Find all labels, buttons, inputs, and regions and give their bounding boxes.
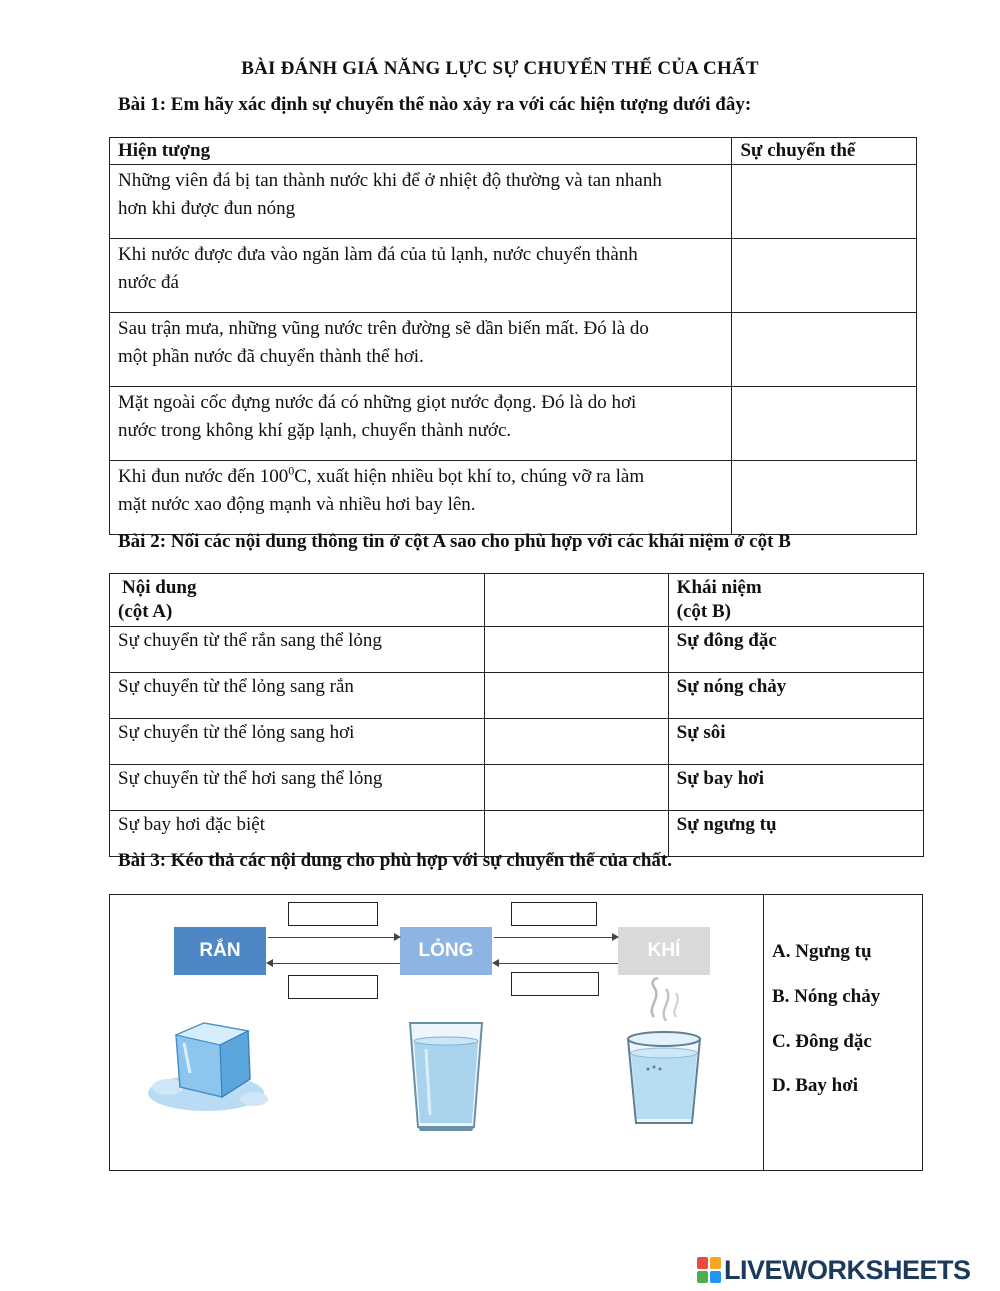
answer-cell[interactable] [732, 313, 917, 387]
arrow-liquid-to-gas [494, 937, 614, 938]
column-header-b: Khái niệm (cột B) [668, 574, 923, 627]
column-header-phenomenon: Hiện tượng [110, 138, 732, 165]
arrowhead-left-icon [266, 959, 273, 967]
concept-b-cell[interactable]: Sự bay hơi [668, 765, 923, 811]
content-a-cell[interactable]: Sự bay hơi đặc biệt [110, 811, 485, 857]
phenomenon-cell: Những viên đá bị tan thành nước khi để ở nhiệt độ thường và tan nhanh hơn khi được đun nóng [110, 165, 732, 239]
option-a[interactable]: A. Ngưng tụ [772, 941, 872, 962]
option-b[interactable]: B. Nóng chảy [772, 986, 881, 1007]
liveworksheets-logo [697, 1254, 971, 1286]
drop-box-solid-to-liquid[interactable] [288, 902, 378, 926]
match-cell[interactable] [485, 765, 668, 811]
answer-cell[interactable] [732, 165, 917, 239]
exercise-2-table [109, 573, 924, 857]
phenomenon-cell: Khi đun nước đến $100^0C$, xuất hiện nhiều bọt khí to, chúng vỡ ra làm mặt nước xao động mạnh và nhiều hơi bay lên. [110, 461, 732, 535]
arrowhead-right-icon [612, 933, 619, 941]
match-cell[interactable] [485, 719, 668, 765]
match-cell[interactable] [485, 627, 668, 673]
column-header-a: Nội dung (cột A) [110, 574, 485, 627]
phenomenon-cell: Mặt ngoài cốc đựng nước đá có những giọt nước đọng. Đó là do hơi nước trong không khí gặp lạnh, chuyển thành nước. [110, 387, 732, 461]
drop-box-liquid-to-solid[interactable] [288, 975, 378, 999]
phenomenon-cell: Sau trận mưa, những vũng nước trên đường sẽ dần biến mất. Đó là do một phần nước đã chuyển thành thể hơi. [110, 313, 732, 387]
drop-box-liquid-to-gas[interactable] [511, 902, 597, 926]
exercise-1-heading: Bài 1: Em hãy xác định sự chuyển thể nào xảy ra với các hiện tượng dưới đây: [118, 94, 752, 115]
arrow-solid-to-liquid [268, 937, 396, 938]
concept-b-cell[interactable]: Sự ngưng tụ [668, 811, 923, 857]
answer-cell[interactable] [732, 387, 917, 461]
arrowhead-left-icon [492, 959, 499, 967]
option-d[interactable]: D. Bay hơi [772, 1075, 859, 1096]
state-solid-label: RẮN [174, 927, 266, 975]
glass-of-hot-water-illustration [624, 977, 704, 1129]
exercise-1-table [109, 137, 917, 535]
arrowhead-right-icon [394, 933, 401, 941]
glass-of-water-illustration [406, 1019, 486, 1133]
ice-cube-illustration [146, 1013, 276, 1123]
arrow-gas-to-liquid [498, 963, 618, 964]
liveworksheets-logo-icon [697, 1257, 721, 1283]
exercise-3-heading: Bài 3: Kéo thả các nội dung cho phù hợp với sự chuyển thể của chất. [118, 850, 672, 871]
concept-b-cell[interactable]: Sự nóng chảy [668, 673, 923, 719]
arrow-liquid-to-solid [272, 963, 400, 964]
exercise-2-heading: Bài 2: Nối các nội dung thông tin ở cột A sao cho phù hợp với các khái niệm ở cột B [118, 531, 791, 552]
answer-cell[interactable] [732, 239, 917, 313]
drop-box-gas-to-liquid[interactable] [511, 972, 599, 996]
state-liquid-label: LỎNG [400, 927, 492, 975]
content-a-cell[interactable]: Sự chuyển từ thể rắn sang thể lỏng [110, 627, 485, 673]
state-gas-label: KHÍ [618, 927, 710, 975]
column-header-state-change: Sự chuyển thể [732, 138, 917, 165]
content-a-cell[interactable]: Sự chuyển từ thể hơi sang thể lỏng [110, 765, 485, 811]
match-column-header [485, 574, 668, 627]
content-a-cell[interactable]: Sự chuyển từ thể lỏng sang hơi [110, 719, 485, 765]
content-a-cell[interactable]: Sự chuyển từ thể lỏng sang rắn [110, 673, 485, 719]
column-divider [763, 895, 764, 1170]
option-c[interactable]: C. Đông đặc [772, 1031, 872, 1052]
concept-b-cell[interactable]: Sự đông đặc [668, 627, 923, 673]
answer-cell[interactable] [732, 461, 917, 535]
page-title: BÀI ĐÁNH GIÁ NĂNG LỰC SỰ CHUYỂN THỂ CỦA CHẤT [241, 58, 759, 79]
logo-text: LIVEWORKSHEETS [724, 1254, 971, 1285]
phenomenon-cell: Khi nước được đưa vào ngăn làm đá của tủ lạnh, nước chuyển thành nước đá [110, 239, 732, 313]
exercise-3-box [109, 894, 923, 1171]
match-cell[interactable] [485, 673, 668, 719]
concept-b-cell[interactable]: Sự sôi [668, 719, 923, 765]
